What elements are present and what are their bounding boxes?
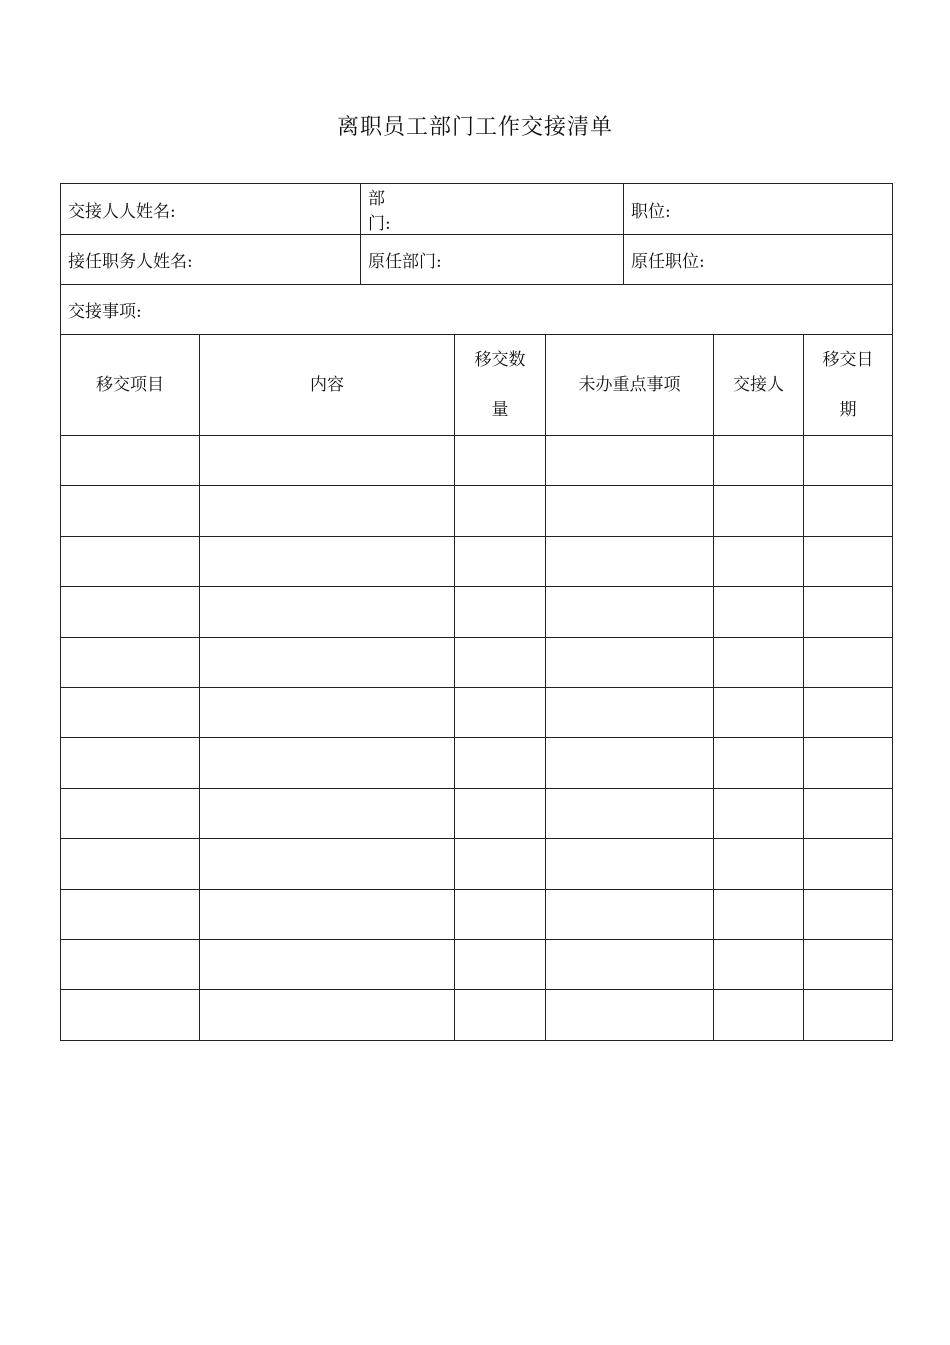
table-cell-pending[interactable] bbox=[546, 486, 714, 536]
table-row bbox=[61, 486, 893, 536]
table-cell-pending[interactable] bbox=[546, 889, 714, 939]
table-cell-item[interactable] bbox=[61, 839, 200, 889]
header-quantity bbox=[455, 335, 546, 436]
table-cell-content[interactable] bbox=[200, 436, 455, 486]
info-row-items bbox=[61, 285, 893, 335]
table-cell-receiver[interactable] bbox=[714, 839, 804, 889]
table-cell-pending[interactable] bbox=[546, 738, 714, 788]
table-cell-date[interactable] bbox=[804, 637, 893, 687]
table-cell-item[interactable] bbox=[61, 788, 200, 838]
table-cell-pending[interactable] bbox=[546, 536, 714, 586]
table-cell-pending[interactable] bbox=[546, 587, 714, 637]
info-row-handover bbox=[61, 184, 893, 235]
table-cell-quantity[interactable] bbox=[455, 939, 546, 989]
table-cell-receiver[interactable] bbox=[714, 990, 804, 1040]
department-label-char1: 部 bbox=[368, 189, 385, 209]
header-pending: 未办重点事项 bbox=[546, 335, 714, 436]
page-title: 离职员工部门工作交接清单 bbox=[336, 115, 613, 140]
table-cell-item[interactable] bbox=[61, 587, 200, 637]
table-cell-item[interactable] bbox=[61, 990, 200, 1040]
table-cell-pending[interactable] bbox=[546, 788, 714, 838]
handover-items-cell bbox=[61, 285, 893, 335]
table-cell-quantity[interactable] bbox=[455, 839, 546, 889]
table-cell-pending[interactable] bbox=[546, 637, 714, 687]
original-department-cell[interactable] bbox=[361, 235, 624, 285]
table-cell-receiver[interactable] bbox=[714, 587, 804, 637]
table-cell-receiver[interactable] bbox=[714, 536, 804, 586]
table-cell-pending[interactable] bbox=[546, 939, 714, 989]
successor-name-label: 接任职务人姓名: bbox=[68, 252, 193, 272]
table-cell-item[interactable] bbox=[61, 486, 200, 536]
table-cell-item[interactable] bbox=[61, 536, 200, 586]
table-cell-receiver[interactable] bbox=[714, 687, 804, 737]
original-department-label: 原任部门: bbox=[368, 252, 442, 272]
position-cell[interactable] bbox=[624, 184, 893, 235]
table-row bbox=[61, 939, 893, 989]
table-cell-receiver[interactable] bbox=[714, 939, 804, 989]
table-cell-date[interactable] bbox=[804, 587, 893, 637]
table-cell-content[interactable] bbox=[200, 536, 455, 586]
table-cell-date[interactable] bbox=[804, 990, 893, 1040]
department-label-char2: 门: bbox=[368, 214, 391, 234]
header-item: 移交项目 bbox=[61, 335, 200, 436]
table-row bbox=[61, 687, 893, 737]
table-cell-content[interactable] bbox=[200, 990, 455, 1040]
table-cell-date[interactable] bbox=[804, 889, 893, 939]
table-cell-quantity[interactable] bbox=[455, 486, 546, 536]
table-cell-content[interactable] bbox=[200, 939, 455, 989]
table-cell-date[interactable] bbox=[804, 939, 893, 989]
table-cell-item[interactable] bbox=[61, 637, 200, 687]
table-cell-quantity[interactable] bbox=[455, 436, 546, 486]
table-cell-item[interactable] bbox=[61, 436, 200, 486]
handover-name-cell[interactable] bbox=[61, 184, 361, 235]
header-date bbox=[804, 335, 893, 436]
table-row bbox=[61, 889, 893, 939]
original-position-cell[interactable] bbox=[624, 235, 893, 285]
table-cell-content[interactable] bbox=[200, 839, 455, 889]
table-cell-quantity[interactable] bbox=[455, 637, 546, 687]
position-label: 职位: bbox=[631, 201, 671, 222]
table-cell-receiver[interactable] bbox=[714, 637, 804, 687]
table-cell-date[interactable] bbox=[804, 486, 893, 536]
table-cell-quantity[interactable] bbox=[455, 738, 546, 788]
info-row-successor bbox=[61, 235, 893, 285]
handover-items-label: 交接事项: bbox=[68, 302, 142, 322]
handover-name-label: 交接人人姓名: bbox=[68, 201, 176, 222]
table-cell-receiver[interactable] bbox=[714, 788, 804, 838]
table-cell-item[interactable] bbox=[61, 889, 200, 939]
table-cell-receiver[interactable] bbox=[714, 889, 804, 939]
table-cell-item[interactable] bbox=[61, 939, 200, 989]
table-header-row bbox=[61, 335, 893, 436]
original-position-label: 原任职位: bbox=[631, 252, 705, 272]
table-cell-date[interactable] bbox=[804, 436, 893, 486]
table-row bbox=[61, 536, 893, 586]
table-cell-receiver[interactable] bbox=[714, 738, 804, 788]
header-date-line1: 移交日 bbox=[822, 350, 874, 370]
table-cell-quantity[interactable] bbox=[455, 687, 546, 737]
header-date-line2: 期 bbox=[839, 400, 857, 420]
table-cell-pending[interactable] bbox=[546, 839, 714, 889]
successor-name-cell[interactable] bbox=[61, 235, 361, 285]
table-cell-quantity[interactable] bbox=[455, 889, 546, 939]
table-cell-item[interactable] bbox=[61, 738, 200, 788]
table-cell-content[interactable] bbox=[200, 738, 455, 788]
table-row bbox=[61, 637, 893, 687]
table-cell-quantity[interactable] bbox=[455, 536, 546, 586]
table-row bbox=[61, 436, 893, 486]
table-cell-quantity[interactable] bbox=[455, 990, 546, 1040]
handover-info-table bbox=[60, 183, 893, 335]
table-cell-date[interactable] bbox=[804, 738, 893, 788]
table-cell-date[interactable] bbox=[804, 687, 893, 737]
table-cell-content[interactable] bbox=[200, 687, 455, 737]
header-receiver: 交接人 bbox=[714, 335, 804, 436]
table-cell-content[interactable] bbox=[200, 788, 455, 838]
table-cell-quantity[interactable] bbox=[455, 587, 546, 637]
table-cell-receiver[interactable] bbox=[714, 436, 804, 486]
table-cell-content[interactable] bbox=[200, 889, 455, 939]
table-cell-content[interactable] bbox=[200, 486, 455, 536]
table-cell-pending[interactable] bbox=[546, 990, 714, 1040]
table-row bbox=[61, 587, 893, 637]
table-row bbox=[61, 738, 893, 788]
table-row bbox=[61, 839, 893, 889]
table-cell-date[interactable] bbox=[804, 536, 893, 586]
table-cell-date[interactable] bbox=[804, 788, 893, 838]
department-cell[interactable] bbox=[361, 184, 624, 235]
department-label bbox=[368, 184, 440, 234]
handover-items-table bbox=[60, 334, 893, 1041]
table-cell-receiver[interactable] bbox=[714, 486, 804, 536]
table-cell-pending[interactable] bbox=[546, 436, 714, 486]
table-cell-item[interactable] bbox=[61, 687, 200, 737]
table-row bbox=[61, 788, 893, 838]
header-quantity-line1: 移交数 bbox=[474, 350, 526, 370]
table-cell-date[interactable] bbox=[804, 839, 893, 889]
table-cell-quantity[interactable] bbox=[455, 788, 546, 838]
table-cell-content[interactable] bbox=[200, 587, 455, 637]
table-body bbox=[61, 436, 893, 1041]
header-content: 内容 bbox=[200, 335, 455, 436]
table-row bbox=[61, 990, 893, 1040]
table-cell-content[interactable] bbox=[200, 637, 455, 687]
header-quantity-line2: 量 bbox=[491, 400, 509, 420]
table-cell-pending[interactable] bbox=[546, 687, 714, 737]
